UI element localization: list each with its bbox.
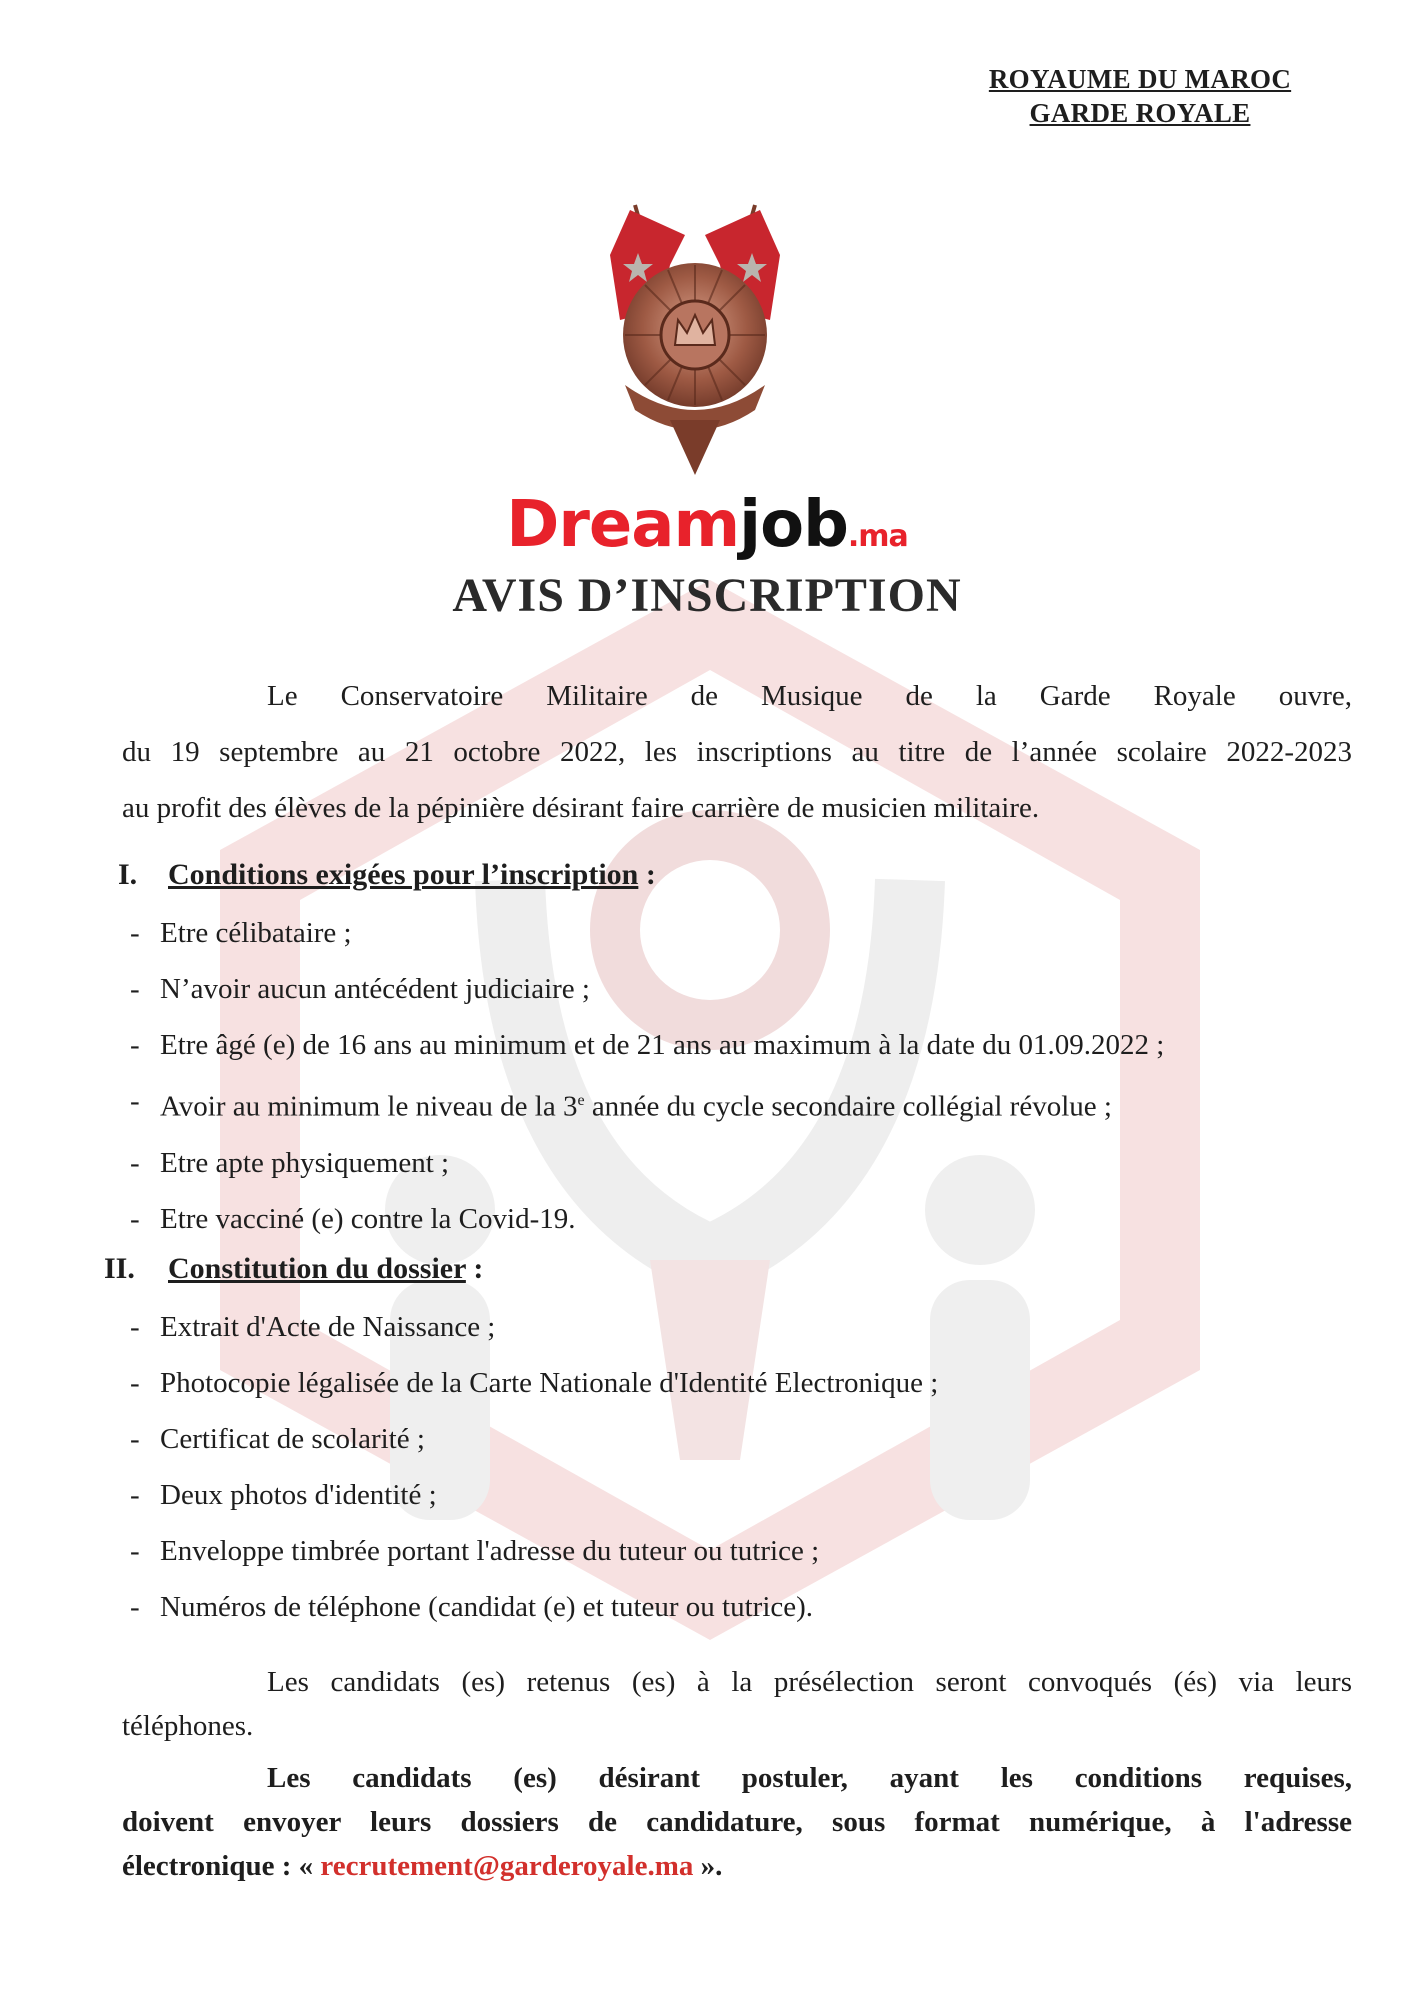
- section-2-title: Constitution du dossier: [168, 1252, 466, 1285]
- list-item: - Extrait d'Acte de Naissance ;: [130, 1311, 496, 1343]
- brand-part-dream: Dream: [506, 488, 740, 562]
- list-item: - Certificat de scolarité ;: [130, 1423, 425, 1455]
- list-item: - Etre apte physiquement ;: [130, 1146, 450, 1179]
- list-item: - Deux photos d'identité ;: [130, 1479, 437, 1511]
- list-item: - Enveloppe timbrée portant l'adresse du tuteur ou tutrice ;: [130, 1535, 820, 1567]
- section-1-number: I.: [118, 858, 138, 891]
- note-line-1: Les candidats (es) retenus (es) à la présélection seront convoqués (és) via leurs: [267, 1666, 1352, 1698]
- intro-line-2: du 19 septembre au 21 octobre 2022, les inscriptions au titre de l’année scolaire 2022-2023: [122, 736, 1352, 768]
- brand-part-job: job: [739, 488, 848, 562]
- header-block: [940, 62, 1340, 130]
- intro-line-3: au profit des élèves de la pépinière désirant faire carrière de musicien militaire.: [122, 792, 1040, 824]
- section-2-number: II.: [104, 1252, 135, 1285]
- intro-paragraph: [122, 668, 1352, 836]
- section-1-heading: [118, 858, 656, 892]
- section-1-title: Conditions exigées pour l’inscription: [168, 858, 639, 891]
- list-item: - Etre âgé (e) de 16 ans au minimum et de 21 ans au maximum à la date du 01.09.2022 ;: [130, 1029, 1165, 1061]
- dreamjob-brand-logo: [0, 488, 1414, 562]
- note-line-2: téléphones.: [122, 1710, 254, 1742]
- list-item: - Avoir au minimum le niveau de la 3e année du cycle secondaire collégial révolue ;: [130, 1085, 1112, 1123]
- list-item: - Numéros de téléphone (candidat (e) et tuteur ou tutrice).: [130, 1591, 814, 1623]
- list-item: - Etre célibataire ;: [130, 917, 352, 949]
- garde-royale-emblem-icon: [590, 195, 800, 480]
- intro-line-1: Le Conservatoire Militaire de Musique de la Garde Royale ouvre,: [267, 680, 1352, 712]
- section-1-colon: :: [638, 858, 656, 891]
- list-item: - Etre vacciné (e) contre la Covid-19.: [130, 1202, 576, 1235]
- conditions-list: [130, 905, 1164, 1247]
- final-line-2: doivent envoyer leurs dossiers de candidature, sous format numérique, à l'adresse: [122, 1806, 1352, 1838]
- final-line-3: électronique : « recrutement@garderoyale.ma ».: [122, 1850, 723, 1882]
- page-title: AVIS D’INSCRIPTION: [452, 569, 962, 622]
- preselection-note: [122, 1660, 1352, 1748]
- dossier-list: [130, 1299, 938, 1635]
- recruitment-email-link[interactable]: recrutement@garderoyale.ma: [320, 1850, 694, 1882]
- header-country: ROYAUME DU MAROC: [988, 64, 1292, 94]
- section-2-colon: :: [465, 1252, 484, 1285]
- list-item: - Photocopie légalisée de la Carte Nationale d'Identité Electronique ;: [130, 1367, 939, 1399]
- application-instructions: [122, 1756, 1352, 1888]
- final-line-1: Les candidats (es) désirant postuler, ayant les conditions requises,: [267, 1762, 1352, 1794]
- section-2-heading: [104, 1252, 483, 1286]
- brand-part-ma: .ma: [847, 519, 908, 554]
- list-item: - N’avoir aucun antécédent judiciaire ;: [130, 973, 590, 1005]
- header-institution: GARDE ROYALE: [1029, 98, 1251, 128]
